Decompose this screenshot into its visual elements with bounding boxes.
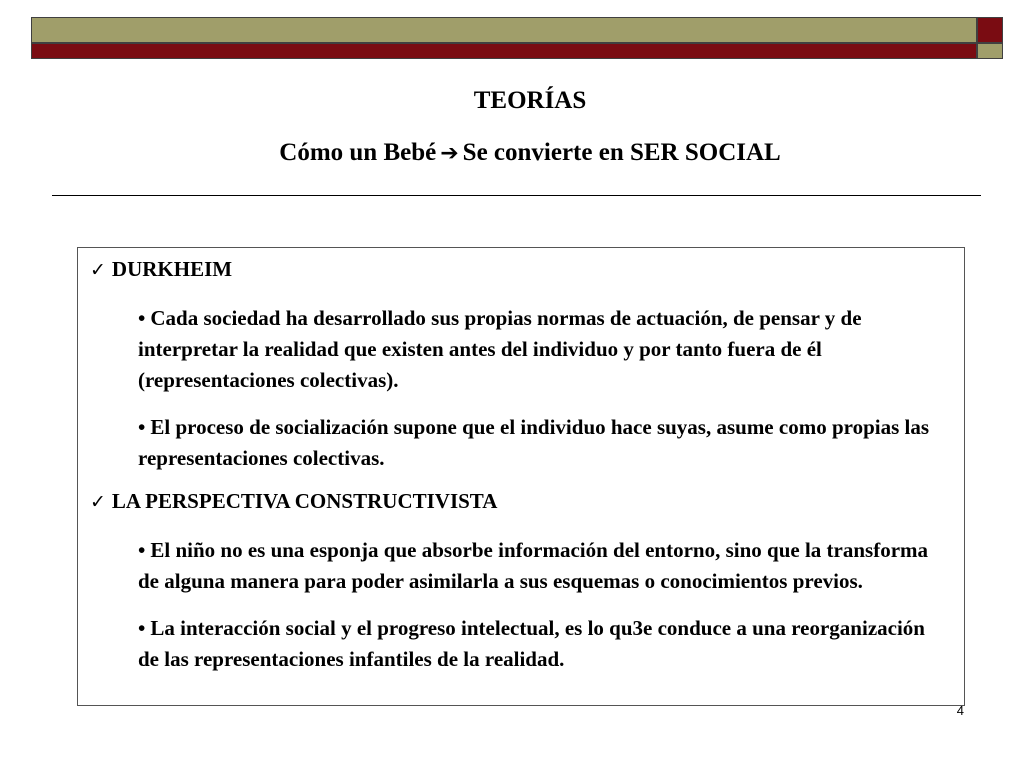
section-heading-constructivista [90,488,948,515]
bullet-text: La interacción social y el progreso intelectual, es lo qu3e conduce a una reorganización de las representaciones infantiles de la realidad. [138,616,925,671]
bullet-item [138,412,948,474]
slide-title: TEORÍAS [473,87,587,114]
bullet-item [138,613,948,675]
checkmark-icon: ✓ [90,491,106,513]
section-heading-text: DURKHEIM [111,257,233,281]
bullet-text: El niño no es una esponja que absorbe información del entorno, sino que la transforma de alguna manera para poder asimilarla a sus esquemas o conocimientos previos. [138,538,929,593]
page-number: 4 [956,703,964,718]
bullet-dot-icon: • [138,415,146,439]
title-divider [52,195,981,196]
bullet-text: Cada sociedad ha desarrollado sus propias normas de actuación, de pensar y de interpretar la realidad que existen antes del individuo y por tanto fuera de él (representaciones colectivas). [138,306,862,392]
bullet-item [138,535,948,597]
content-box [77,247,965,706]
bullet-dot-icon: • [138,306,146,330]
bullet-text: El proceso de socialización supone que el individuo hace suyas, asume como propias las representaciones colectivas. [138,415,930,470]
bullet-dot-icon: • [138,616,146,640]
subtitle-part-2: Se convierte en SER SOCIAL [462,139,781,166]
arrow-right-icon: ➔ [440,141,459,166]
header-red-bar [31,43,977,59]
bullet-item [138,303,948,396]
header-olive-bar [31,17,977,43]
section-heading-durkheim [90,256,948,283]
header-red-square [977,17,1003,43]
header-olive-square [977,43,1003,59]
slide-subtitle [0,138,1024,169]
checkmark-icon: ✓ [90,259,106,281]
section-heading-text: LA PERSPECTIVA CONSTRUCTIVISTA [111,489,498,513]
bullet-dot-icon: • [138,538,146,562]
subtitle-part-1: Cómo un Bebé [279,139,437,166]
